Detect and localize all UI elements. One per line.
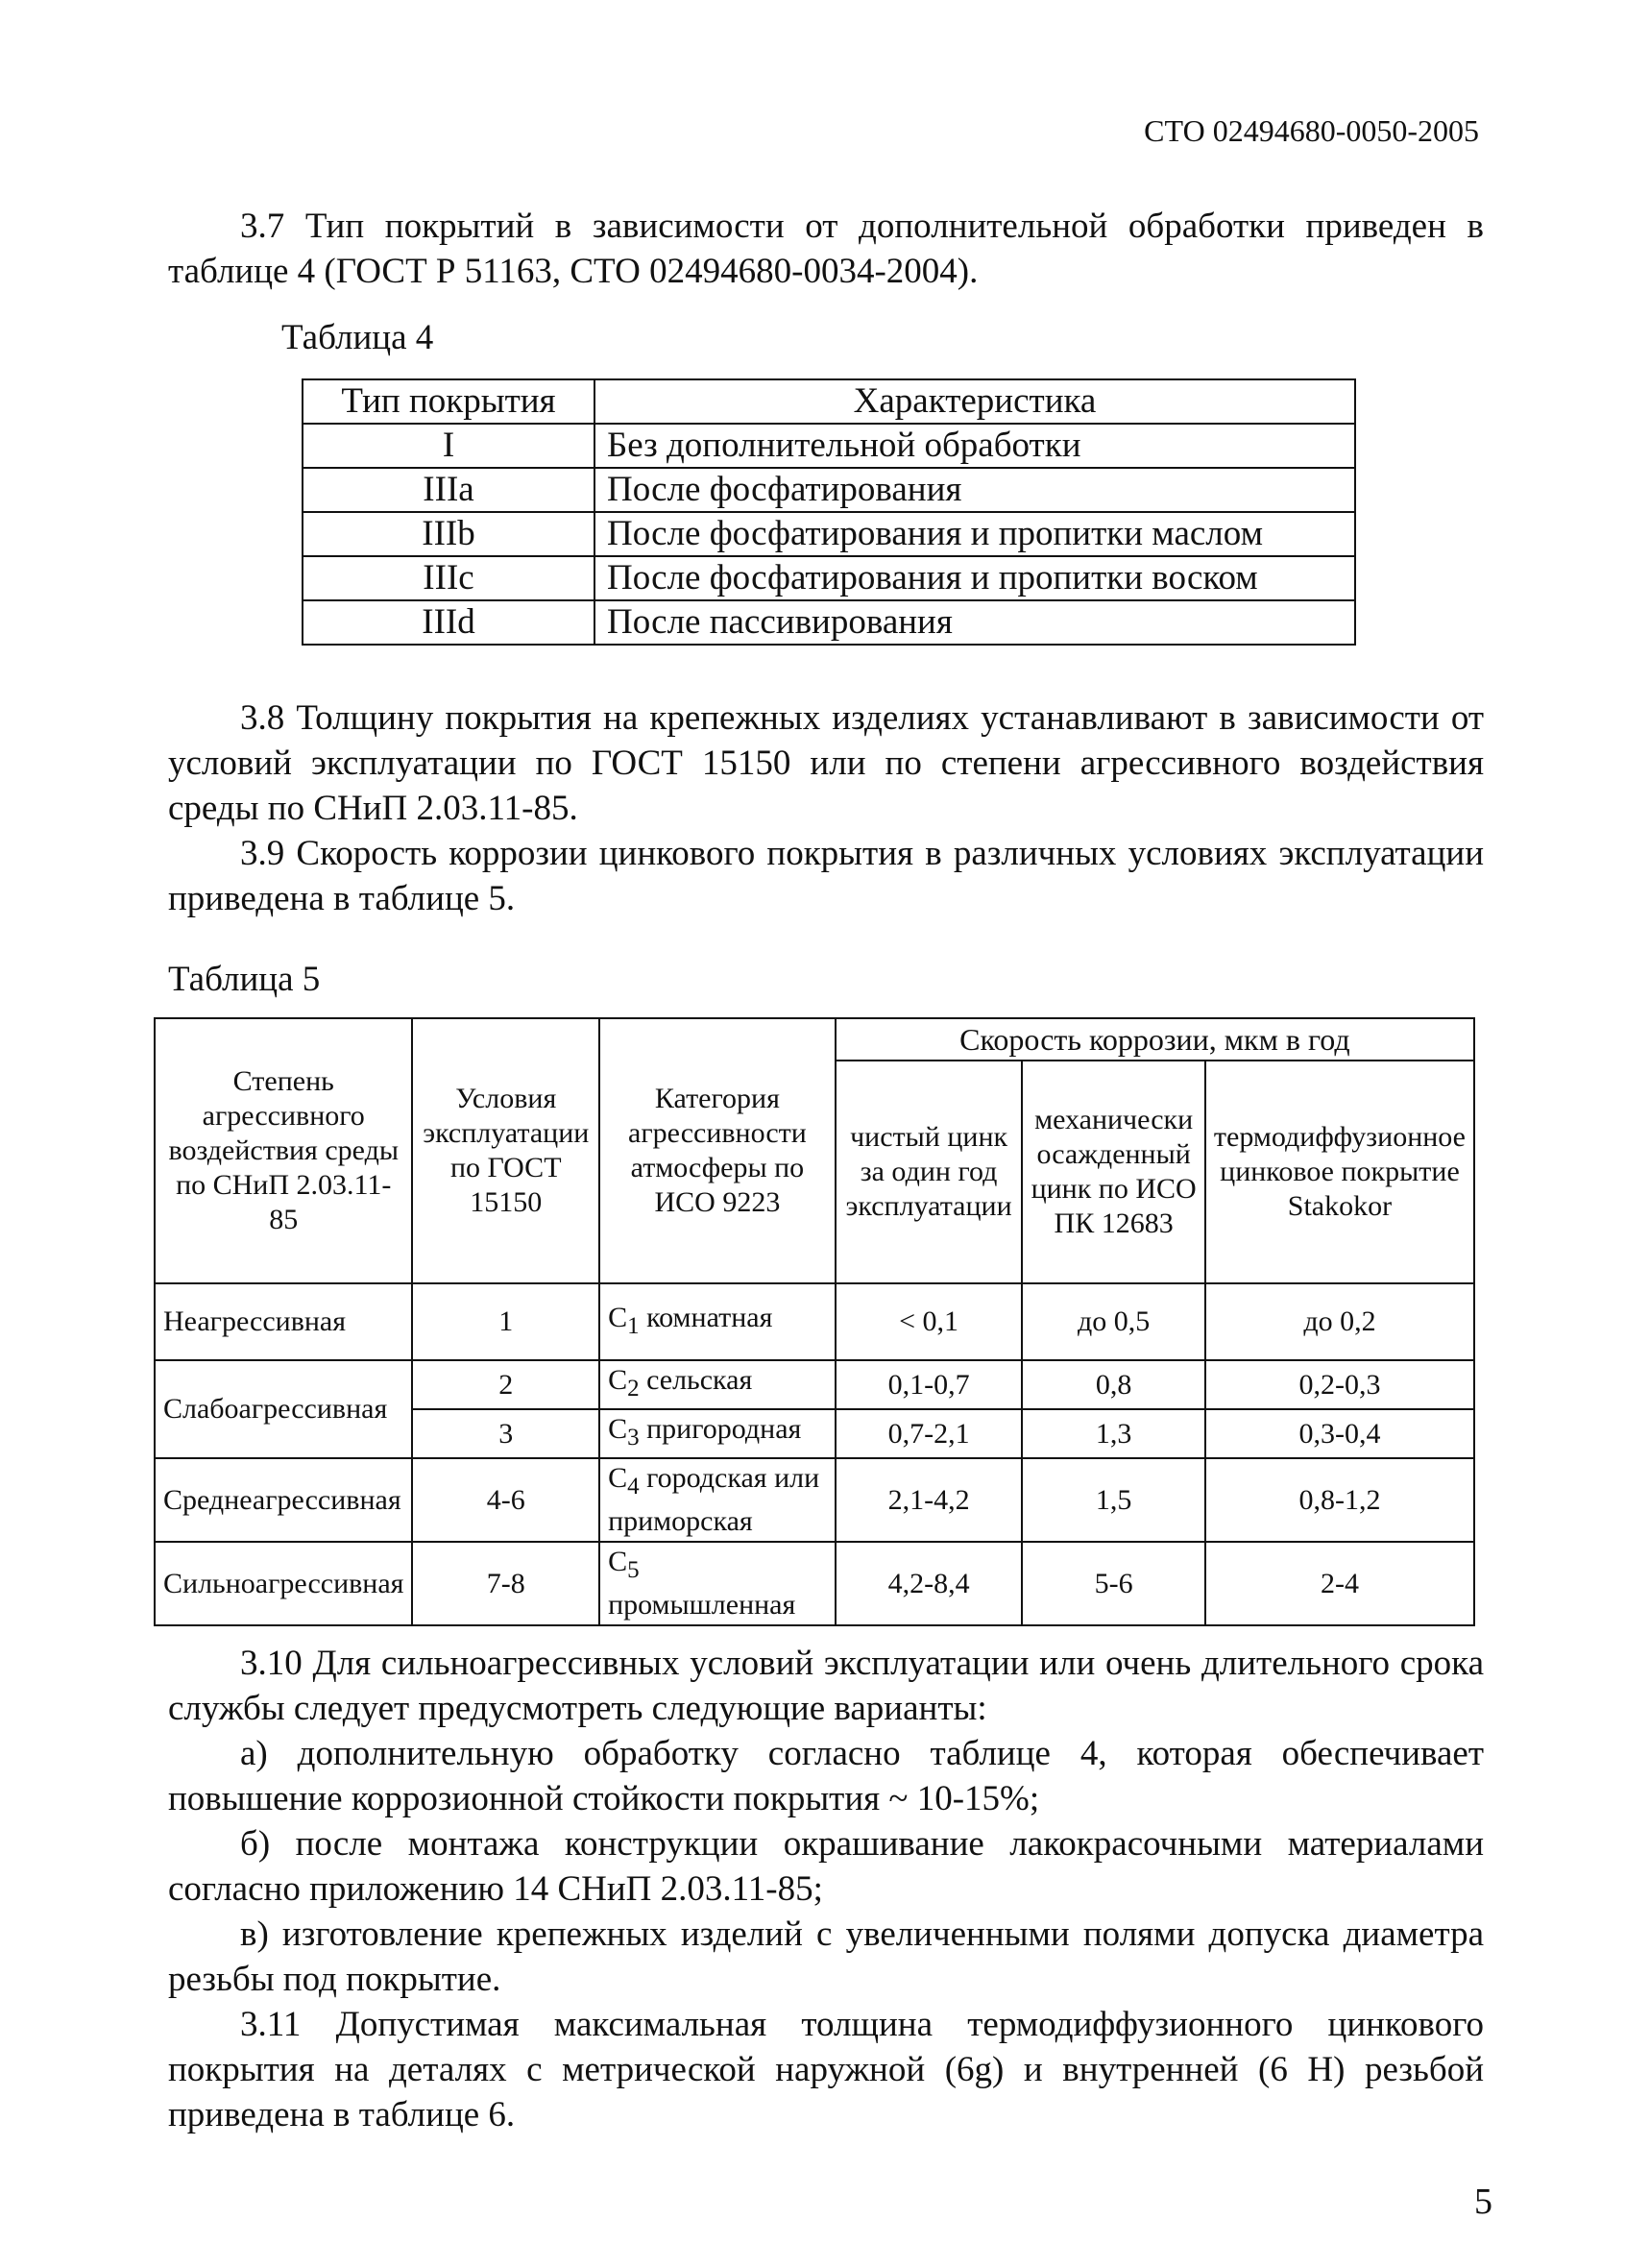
paragraph-3-9: 3.9 Скорость коррозии цинкового покрытия в различных условиях эксплуатации приведена в таблице 5. [168,834,1484,918]
table-cell: < 0,1 [836,1283,1023,1360]
table-4-header-type: Тип покрытия [303,379,594,424]
document-code-header: СТО 02494680-0050-2005 [1144,113,1479,148]
table-cell-degree: Слабоагрессивная [155,1360,412,1458]
table-row [303,556,1355,600]
table-cell: I [303,424,594,468]
table-cell: до 0,2 [1205,1283,1474,1360]
table-cell-degree: Сильноагрессивная [155,1542,412,1625]
table-5-header-conditions: Условия эксплуатации по ГОСТ 15150 [412,1018,599,1283]
table-row [303,468,1355,512]
table-cell: до 0,5 [1022,1283,1205,1360]
table-cell: 4-6 [412,1458,599,1542]
table-cell: 0,3-0,4 [1205,1409,1474,1458]
table-cell: IIIa [303,468,594,512]
page-number: 5 [1474,2182,1492,2222]
table-5-header-corrosion-rate: Скорость коррозии, мкм в год [836,1018,1474,1061]
table-cell-category: $C_1$ комнатная [599,1283,836,1360]
table-5-header-mechanical-zinc: механически осажденный цинк по ИСО ПК 12683 [1022,1061,1205,1283]
table-cell: Без дополнительной обработки [594,424,1355,468]
table-cell: IIIc [303,556,594,600]
table-cell-degree: Среднеагрессивная [155,1458,412,1542]
table-cell: После фосфатирования и пропитки маслом [594,512,1355,556]
list-item-c: в) изготовление крепежных изделий с увеличенными полями допуска диаметра резьбы под покрытие. [168,1914,1484,1999]
table-row [303,424,1355,468]
table-cell: 2 [412,1360,599,1409]
table-cell-category: $C_5$ промышленная [599,1542,836,1625]
list-item-b: б) после монтажа конструкции окрашивание лакокрасочными материалами согласно приложению 14 СНиП 2.03.11-85; [168,1824,1484,1909]
table-4-caption: Таблица 4 [281,318,434,357]
table-row [303,600,1355,645]
table-cell: 5-6 [1022,1542,1205,1625]
table-cell-category: $C_2$ сельская [599,1360,836,1409]
table-row [155,1360,1474,1409]
table-cell: 2,1-4,2 [836,1458,1023,1542]
table-cell: 1 [412,1283,599,1360]
table-5-header-degree: Степень агрессивного воздействия среды по СНиП 2.03.11-85 [155,1018,412,1283]
table-cell: 7-8 [412,1542,599,1625]
table-cell: 0,8-1,2 [1205,1458,1474,1542]
table-cell: 0,7-2,1 [836,1409,1023,1458]
table-5-header-pure-zinc: чистый цинк за один год эксплуатации [836,1061,1023,1283]
table-cell: После фосфатирования [594,468,1355,512]
table-cell: 1,3 [1022,1409,1205,1458]
list-item-a: а) дополнительную обработку согласно таблице 4, которая обеспечивает повышение коррозионной стойкости покрытия ~ 10-15%; [168,1734,1484,1818]
table-row [155,1283,1474,1360]
table-4 [302,378,1356,646]
table-cell: 2-4 [1205,1542,1474,1625]
table-cell: После фосфатирования и пропитки воском [594,556,1355,600]
paragraph-3-11: 3.11 Допустимая максимальная толщина термодиффузионного цинкового покрытия на деталях с метрической наружной (6g) и внутренней (6 H) резьбой приведена в таблице 6. [168,2005,1484,2134]
table-cell: 3 [412,1409,599,1458]
paragraph-3-7: 3.7 Тип покрытий в зависимости от дополнительной обработки приведен в таблице 4 (ГОСТ Р 51163, СТО 02494680-0034-2004). [168,207,1484,291]
table-cell: 1,5 [1022,1458,1205,1542]
table-row [303,512,1355,556]
table-5-header-stakokor: термодиффузионное цинковое покрытие Stakokor [1205,1061,1474,1283]
table-cell-category: $C_4$ городская или приморская [599,1458,836,1542]
table-cell: 4,2-8,4 [836,1542,1023,1625]
table-cell: IIId [303,600,594,645]
table-5-header-row-1 [155,1018,1474,1061]
table-5-header-category: Категория агрессивности атмосферы по ИСО 9223 [599,1018,836,1283]
paragraph-3-8: 3.8 Толщину покрытия на крепежных изделиях устанавливают в зависимости от условий эксплуатации по ГОСТ 15150 или по степени агрессивного воздействия среды по СНиП 2.03.11-85. [168,698,1484,828]
table-5-caption: Таблица 5 [168,960,321,999]
table-cell: 0,2-0,3 [1205,1360,1474,1409]
paragraph-3-10: 3.10 Для сильноагрессивных условий эксплуатации или очень длительного срока службы следует предусмотреть следующие варианты: [168,1644,1484,1728]
table-4-header-row [303,379,1355,424]
table-cell: 0,1-0,7 [836,1360,1023,1409]
table-cell: 0,8 [1022,1360,1205,1409]
table-4-header-characteristic: Характеристика [594,379,1355,424]
table-cell-category: $C_3$ пригородная [599,1409,836,1458]
table-cell: IIIb [303,512,594,556]
table-5 [154,1017,1475,1626]
table-row [155,1542,1474,1625]
table-cell-degree: Неагрессивная [155,1283,412,1360]
table-row [155,1458,1474,1542]
table-cell: После пассивирования [594,600,1355,645]
